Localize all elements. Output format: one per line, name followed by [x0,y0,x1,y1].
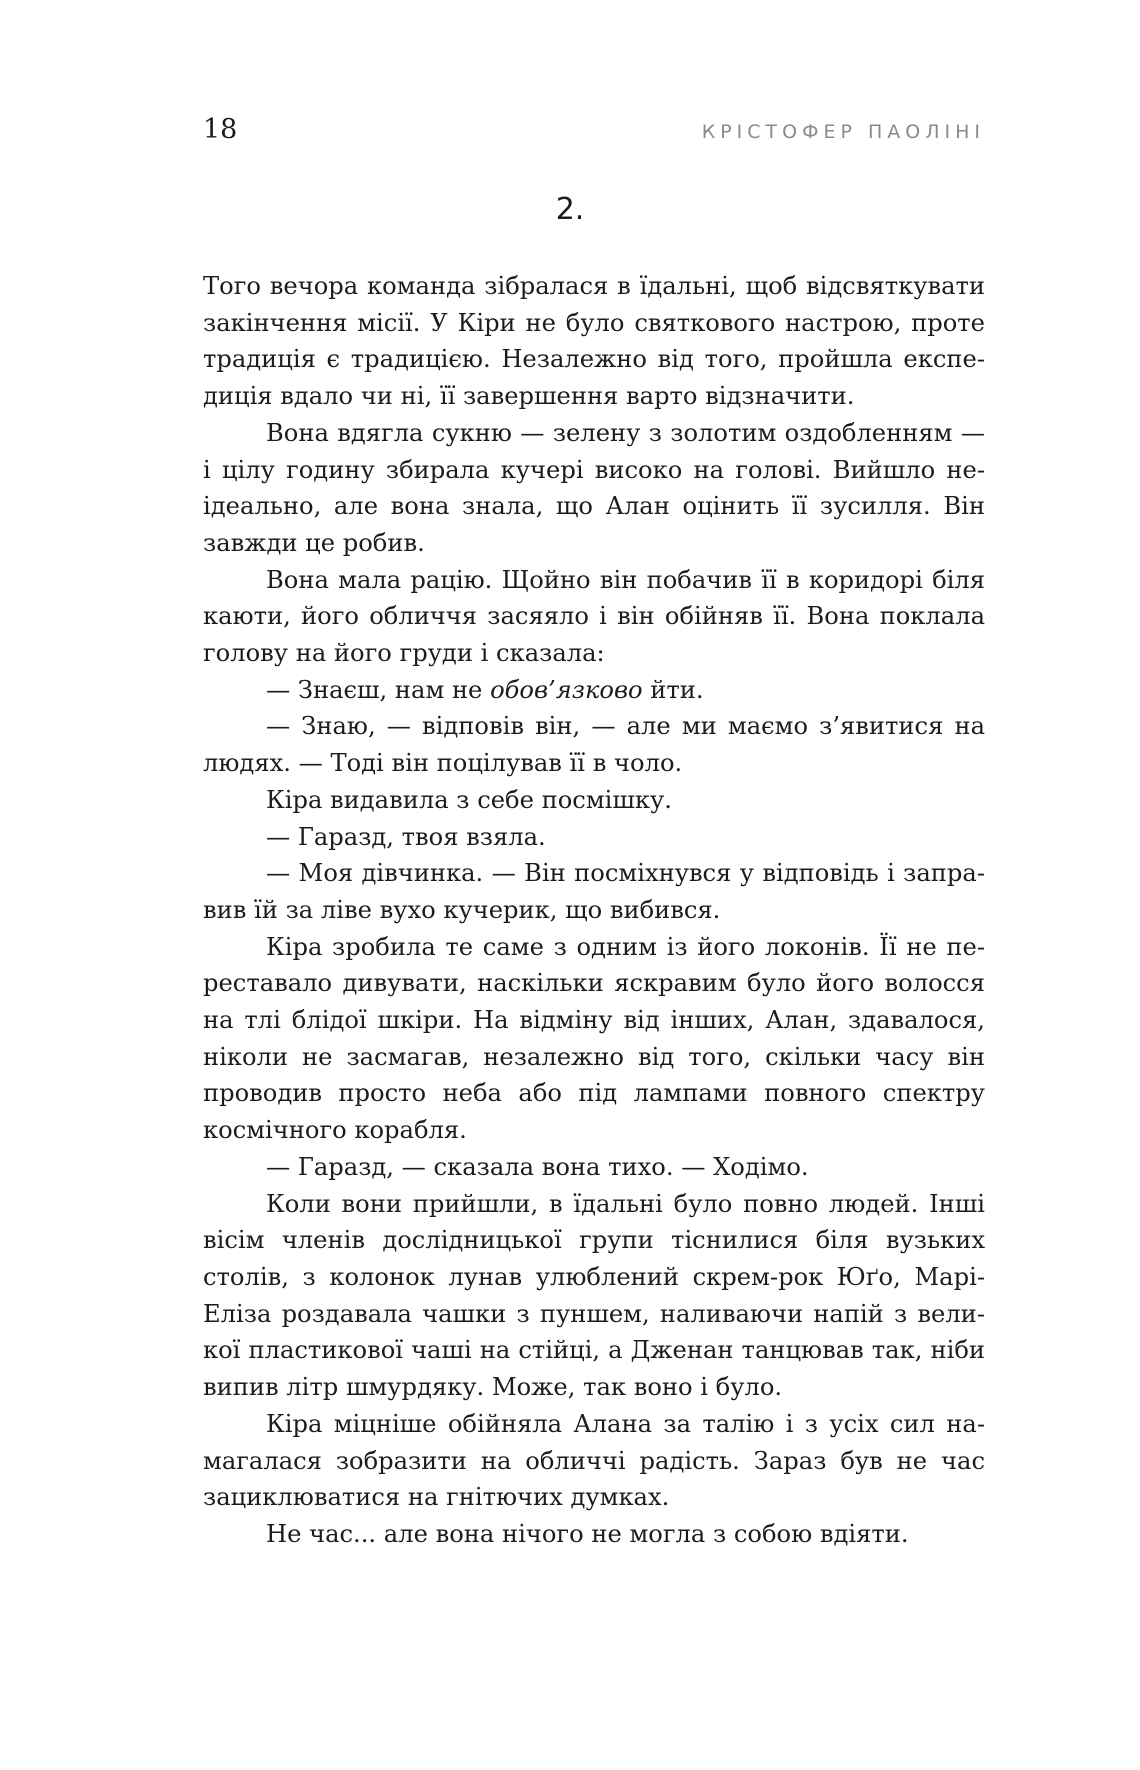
paragraph: Кіра зробила те саме з одним із його локонів. Її не переставало дивувати, наскільки яскравим було його волосся на тлі блідої шкіри. На відміну від інших, Алан, здавалося, ніколи не засмагав, незалежно від того, скільки часу він проводив просто неба або під лампами повного спектру космічного корабля. [203,932,985,1145]
paragraph: Вона мала рацію. Щойно він побачив її в коридорі біля каюти, його обличчя засяяло і він обійняв її. Вона поклала голову на його груди і сказала: [203,565,985,668]
paragraph: — Моя дівчинка. — Він посміхнувся у відповідь і заправив їй за ліве вухо кучерик, що вибився. [203,859,985,924]
paragraph: Того вечора команда зібралася в їдальні, щоб відсвяткувати закінчення місії. У Кіри не було святкового настрою, проте традиція є традицією. Незалежно від того, пройшла експедиція вдало чи ні, її завершення варто відзначити. [203,272,985,411]
paragraph: — Знаю, — відповів він, — але ми маємо з’явитися на людях. — Тоді він поцілував її в чоло. [203,712,985,778]
paragraph: Коли вони прийшли, в їдальні було повно людей. Інші вісім членів дослідницької групи тіснилися біля вузьких столів, з колонок лунав улюблений скрем-рок Юґо, Марі-Еліза роздавала чашки з пуншем, наливаючи напій з великої пластикової чаші на стійці, а Дженан танцював так, ніби випив літр шмурдяку. Може, так воно і було. [203,1189,985,1402]
paragraph-text: — Знаєш, нам не [266,675,491,704]
running-title: КРІСТОФЕР ПАОЛІНІ [701,121,985,143]
paragraph: — Гаразд, — сказала вона тихо. — Ходімо. [266,1152,809,1181]
paragraph: Кіра міцніше обійняла Алана за талію і з усіх сил намагалася зобразити на обличчі радість. Зараз був не час зациклюватися на гнітючих думках. [203,1409,985,1512]
paragraph: Кіра видавила з себе посмішку. [266,785,672,814]
paragraph: Не час... але вона нічого не могла з собою вдіяти. [266,1519,909,1548]
paragraph-text: йти. [642,675,704,704]
running-header [203,114,985,154]
chapter-body [203,268,985,1553]
paragraph [203,672,985,709]
paragraph: Вона вдягла сукню — зелену з золотим оздобленням — і цілу годину збирала кучері високо на голові. Вийшло неідеально, але вона знала, що Алан оцінить її зусилля. Він завжди це робив. [203,418,985,557]
emphasized-word: обов’язково [490,675,643,704]
page-number: 18 [203,114,238,145]
paragraph: — Гаразд, твоя взяла. [266,822,546,851]
chapter-number: 2. [555,192,585,227]
